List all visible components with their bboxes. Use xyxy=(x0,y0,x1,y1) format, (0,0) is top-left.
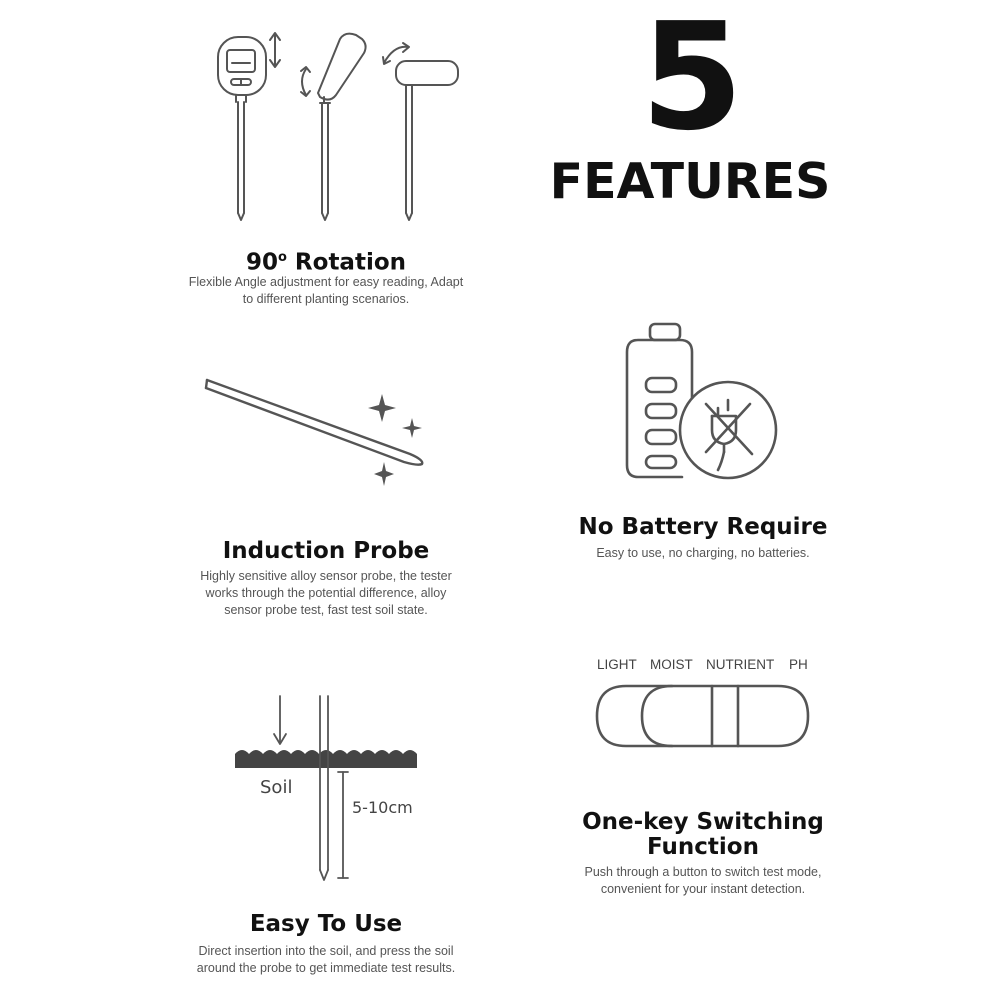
mode-label-light: LIGHT xyxy=(597,657,637,672)
probe-icon xyxy=(206,380,422,465)
easy-desc-line2: around the probe to get immediate test results. xyxy=(196,961,456,975)
rotation-description xyxy=(150,274,502,308)
soil-label: Soil xyxy=(260,777,293,798)
tester-upright-icon xyxy=(218,33,280,220)
tester-horizontal-icon xyxy=(383,43,458,220)
depth-bracket-icon xyxy=(338,772,348,878)
easy-title: Easy To Use xyxy=(249,911,403,937)
rotation-title xyxy=(200,245,452,276)
depth-label: 5-10cm xyxy=(352,798,413,817)
battery-icon xyxy=(627,324,692,477)
probe-desc-line1: Highly sensitive alloy sensor probe, the tester xyxy=(200,569,452,583)
mode-label-nutrient: NUTRIENT xyxy=(706,657,775,672)
mode-label-moist: MOIST xyxy=(650,657,693,672)
soil-icon xyxy=(235,750,417,768)
rotation-title-text: Rotation xyxy=(286,249,407,276)
down-arrow-icon xyxy=(274,696,286,744)
rotation-title-number: 90 xyxy=(245,249,278,276)
switching-desc-line1: Push through a button to switch test mode, xyxy=(584,865,822,879)
features-heading: FEATURES xyxy=(549,153,831,210)
rotation-desc-line2: to different planting scenarios. xyxy=(242,292,410,306)
rotation-title-degree: o xyxy=(277,250,287,265)
rotation-desc-line1: Flexible Angle adjustment for easy reading, Adapt xyxy=(188,275,464,289)
switching-title-line2: Function xyxy=(646,834,759,860)
features-count: 5 xyxy=(640,0,740,163)
inserted-probe-icon xyxy=(320,696,328,880)
probe-desc-line2: works through the potential difference, alloy xyxy=(205,586,447,600)
probe-desc-line3: sensor probe test, fast test soil state. xyxy=(224,603,428,617)
rotation-illustration xyxy=(200,25,480,225)
switching-description xyxy=(548,864,858,898)
switch-button-icon xyxy=(597,686,808,746)
mode-label-ph: PH xyxy=(789,657,808,672)
switching-title-line1: One-key Switching xyxy=(582,809,824,835)
tester-tilted-icon xyxy=(301,34,366,220)
plug-off-icon xyxy=(680,382,776,478)
easy-description xyxy=(160,943,492,977)
no-battery-illustration xyxy=(622,320,782,490)
battery-title: No Battery Require xyxy=(578,514,828,540)
sparkle-icon xyxy=(368,394,422,486)
easy-desc-line1: Direct insertion into the soil, and press the soil xyxy=(198,944,454,958)
probe-description xyxy=(165,568,487,619)
switching-desc-line2: convenient for your instant detection. xyxy=(600,882,806,896)
probe-illustration xyxy=(200,370,440,490)
switch-button-illustration xyxy=(594,683,814,753)
switching-title xyxy=(560,810,846,860)
probe-title: Induction Probe xyxy=(222,538,430,564)
battery-description: Easy to use, no charging, no batteries. xyxy=(596,546,810,560)
